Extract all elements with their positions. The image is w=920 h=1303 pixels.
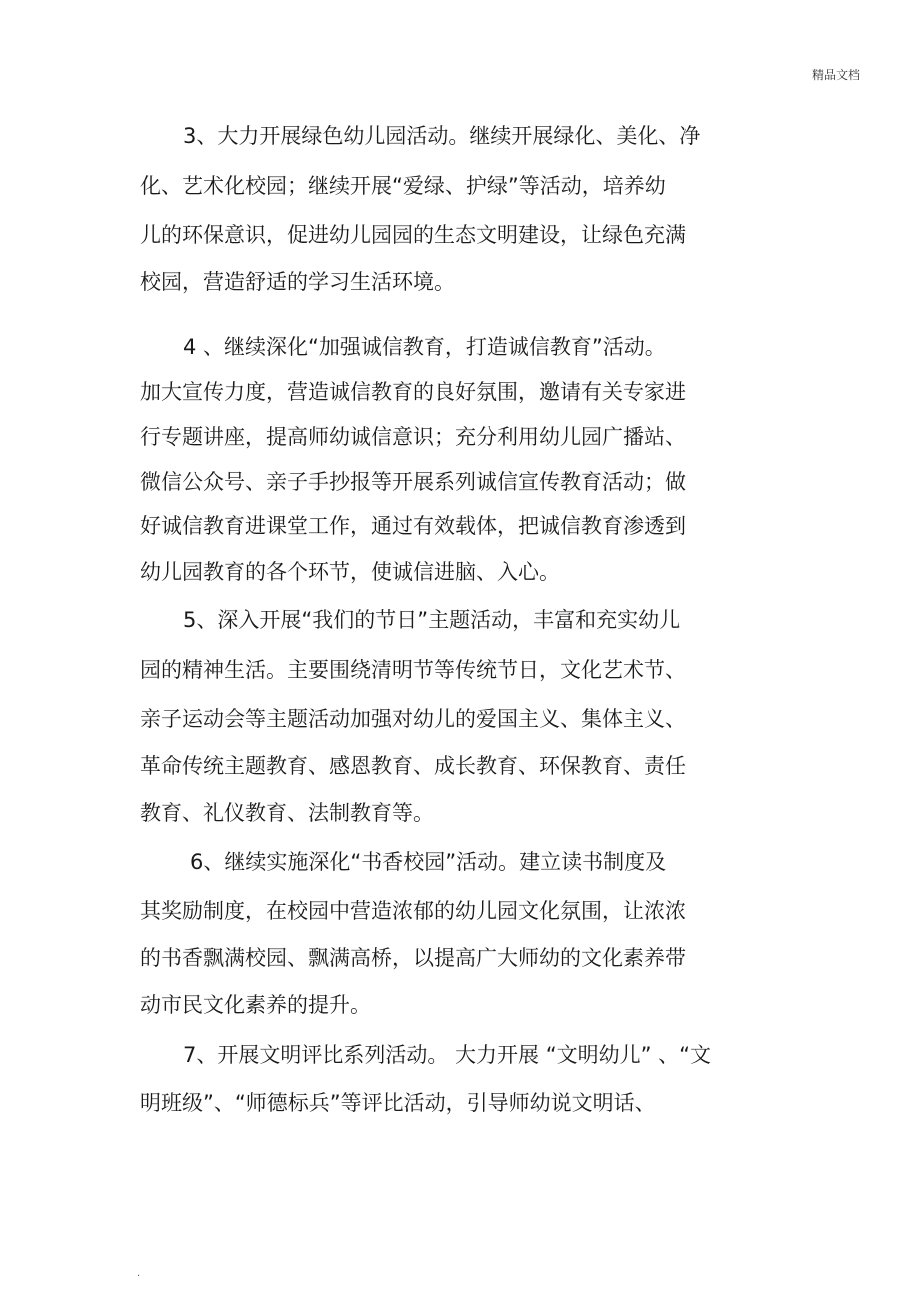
paragraph-5-line-4: 革命传统主题教育、感恩教育、成长教育、环保教育、责任 [140,754,686,778]
paragraph-4-line-3: 行专题讲座，提高师幼诚信意识；充分利用幼儿园广播站、 [140,425,686,449]
paragraph-4-line-6: 幼儿园教育的各个环节，使诚信进脑、入心。 [140,560,560,584]
paragraph-5-line-2: 园的精神生活。主要围绕清明节等传统节日，文化艺术节、 [140,658,686,682]
paragraph-7-line-1: 7、开展文明评比系列活动。 大力开展 “文明幼儿” 、“文 [183,1043,712,1067]
paragraph-4-line-2: 加大宣传力度，营造诚信教育的良好氛围，邀请有关专家进 [140,380,686,404]
paragraph-6-line-3: 的书香飘满校园、飘满高桥，以提高广大师幼的文化素养带 [140,946,686,970]
document-header-label: 精品文档 [811,68,860,82]
paragraph-7-line-2: 明班级”、“师德标兵”等评比活动，引导师幼说文明话、 [140,1091,656,1115]
paragraph-6-line-4: 动市民文化素养的提升。 [140,993,371,1017]
paragraph-3-line-3: 儿的环保意识，促进幼儿园园的生态文明建设，让绿色充满 [140,223,686,247]
paragraph-5-line-5: 教育、礼仪教育、法制教育等。 [140,801,434,825]
paragraph-6-line-1: 6、继续实施深化“书香校园”活动。建立读书制度及 [190,850,667,874]
paragraph-5-line-3: 亲子运动会等主题活动加强对幼儿的爱国主义、集体主义、 [140,707,686,731]
paragraph-5-line-1: 5、深入开展“我们的节日”主题活动，丰富和充实幼儿 [183,608,681,632]
paragraph-3-line-1: 3、大力开展绿色幼儿园活动。继续开展绿化、美化、净 [183,124,701,148]
paragraph-3-line-4: 校园，营造舒适的学习生活环境。 [140,270,455,294]
paragraph-3-line-2: 化、艺术化校园；继续开展“爱绿、护绿”等活动，培养幼 [140,174,666,198]
paragraph-4-line-4: 微信公众号、亲子手抄报等开展系列诚信宣传教育活动；做 [140,470,686,494]
footer-mark: . [137,1268,141,1279]
paragraph-6-line-2: 其奖励制度，在校园中营造浓郁的幼儿园文化氛围，让浓浓 [140,899,686,923]
paragraph-4-line-1: 4 、继续深化“加强诚信教育，打造诚信教育”活动。 [183,335,666,359]
paragraph-4-line-5: 好诚信教育进课堂工作，通过有效载体，把诚信教育渗透到 [140,514,686,538]
